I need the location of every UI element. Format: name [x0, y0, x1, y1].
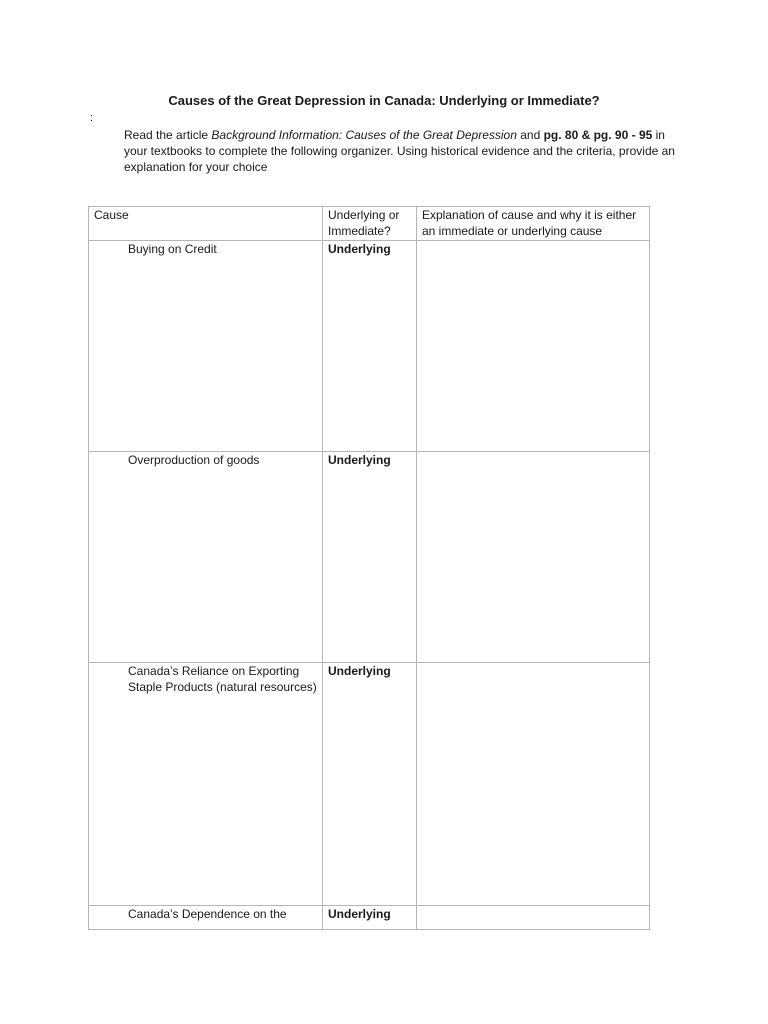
header-type: Underlying or Immediate?	[323, 207, 417, 241]
cause-text: Canada’s Dependence on the	[128, 907, 287, 921]
type-cell	[323, 241, 417, 452]
table-row	[89, 663, 650, 906]
organizer-table	[88, 206, 650, 930]
header-row	[89, 207, 650, 241]
explanation-cell[interactable]	[417, 906, 650, 930]
explanation-cell[interactable]	[417, 663, 650, 906]
table-row	[89, 906, 650, 930]
type-text: Underlying	[328, 453, 391, 467]
table-row	[89, 241, 650, 452]
cause-text: Canada’s Reliance on Exporting Staple Products (natural resources)	[128, 664, 317, 694]
type-cell	[323, 906, 417, 930]
instructions-paragraph	[124, 127, 684, 175]
header-explanation: Explanation of cause and why it is either an immediate or underlying cause	[417, 207, 650, 241]
explanation-cell[interactable]	[417, 241, 650, 452]
cause-cell	[89, 906, 323, 930]
type-text: Underlying	[328, 664, 391, 678]
type-cell	[323, 452, 417, 663]
header-cause: Cause	[89, 207, 323, 241]
intro-text-2: and	[516, 128, 544, 142]
cause-cell	[89, 663, 323, 906]
intro-text-3: in your textbooks to complete the following organizer. Using historical evidence and the criteria, provide an explanation for your choice	[124, 128, 675, 174]
document-title: Causes of the Great Depression in Canada: Underlying or Immediate?	[168, 93, 600, 108]
page-reference: pg. 80 & pg. 90 - 95	[543, 128, 653, 142]
type-cell	[323, 663, 417, 906]
cause-text: Overproduction of goods	[128, 453, 260, 467]
article-title: Background Information: Causes of the Great Depression	[211, 128, 517, 142]
type-text: Underlying	[328, 907, 391, 921]
cause-cell	[89, 452, 323, 663]
cause-text: Buying on Credit	[128, 242, 217, 256]
cause-cell	[89, 241, 323, 452]
stray-colon: :	[90, 112, 94, 124]
explanation-cell[interactable]	[417, 452, 650, 663]
table-row	[89, 452, 650, 663]
type-text: Underlying	[328, 242, 391, 256]
intro-text-1: Read the article	[124, 128, 212, 142]
